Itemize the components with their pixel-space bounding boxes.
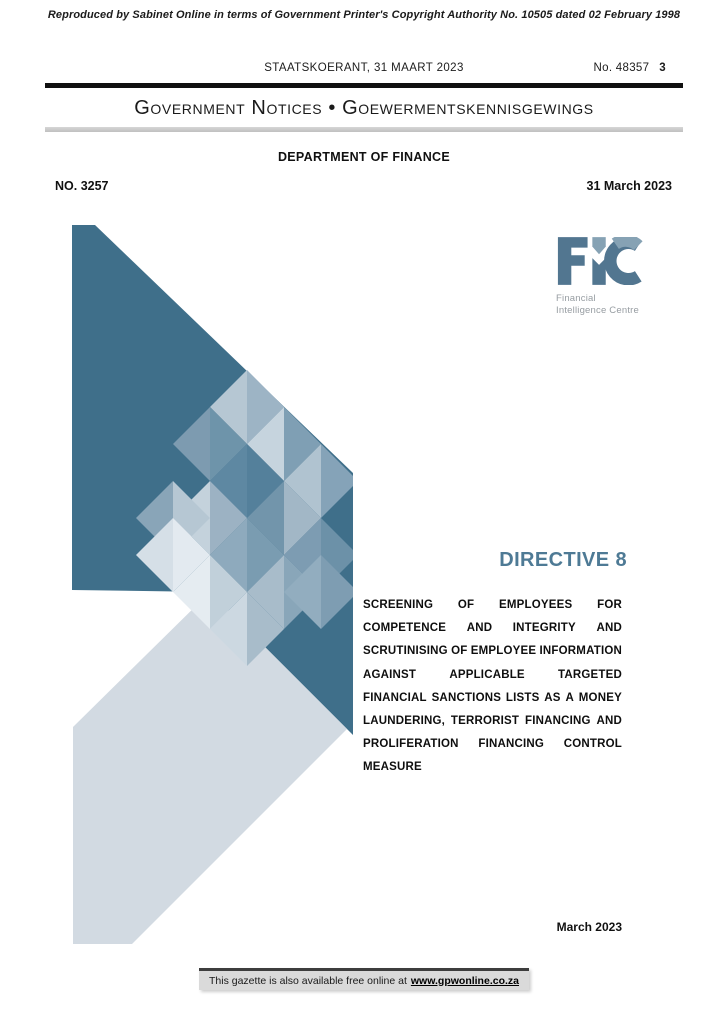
issue-month: March 2023 xyxy=(556,920,622,934)
fic-logo xyxy=(556,237,676,317)
chevron-teal xyxy=(72,225,353,735)
issue-number: No. 48357 xyxy=(593,62,650,74)
masthead-issue xyxy=(594,62,666,74)
subject-line: PROLIFERATION FINANCING CONTROL xyxy=(363,738,622,751)
header-rule xyxy=(45,83,683,88)
mosaic-triangles xyxy=(136,370,358,666)
reproduction-notice: Reproduced by Sabinet Online in terms of Government Printer's Copyright Authority No. 10505 dated 02 February 1998 xyxy=(47,9,681,21)
fic-logo-mark xyxy=(556,237,644,285)
notice-date: 31 March 2023 xyxy=(586,179,672,193)
footer-bar xyxy=(199,968,529,990)
page-number: 3 xyxy=(659,62,666,74)
chevron-gray xyxy=(73,592,347,944)
subject-line: FINANCIAL SANCTIONS LISTS AS A MONEY xyxy=(363,691,622,704)
masthead xyxy=(45,62,683,78)
masthead-title: STAATSKOERANT, 31 MAART 2023 xyxy=(264,62,464,74)
subject-paragraph xyxy=(363,599,622,785)
fic-name-line1: Financial xyxy=(556,293,596,304)
fic-name-line2: Intelligence Centre xyxy=(556,305,640,316)
fic-logo-name xyxy=(556,293,676,317)
footer-text: This gazette is also available free online at xyxy=(209,974,407,987)
subject-line: AGAINST APPLICABLE TARGETED xyxy=(363,668,622,681)
directive-title: DIRECTIVE 8 xyxy=(499,549,627,571)
department-title: DEPARTMENT OF FINANCE xyxy=(277,150,451,164)
subject-line: COMPETENCE AND INTEGRITY AND xyxy=(363,622,622,635)
subject-line: MEASURE xyxy=(363,761,422,774)
notice-number: NO. 3257 xyxy=(55,179,109,193)
footer-url: www.gpwonline.co.za xyxy=(410,974,519,987)
subject-line: SCRUTINISING OF EMPLOYEE INFORMATION xyxy=(363,645,622,658)
banner-shadow-rule xyxy=(45,127,683,132)
subject-line: LAUNDERING, TERRORIST FINANCING AND xyxy=(363,714,622,727)
subject-line: SCREENING OF EMPLOYEES FOR xyxy=(363,599,622,611)
section-banner: Government Notices • Goewermentskennisgewings xyxy=(134,97,594,119)
